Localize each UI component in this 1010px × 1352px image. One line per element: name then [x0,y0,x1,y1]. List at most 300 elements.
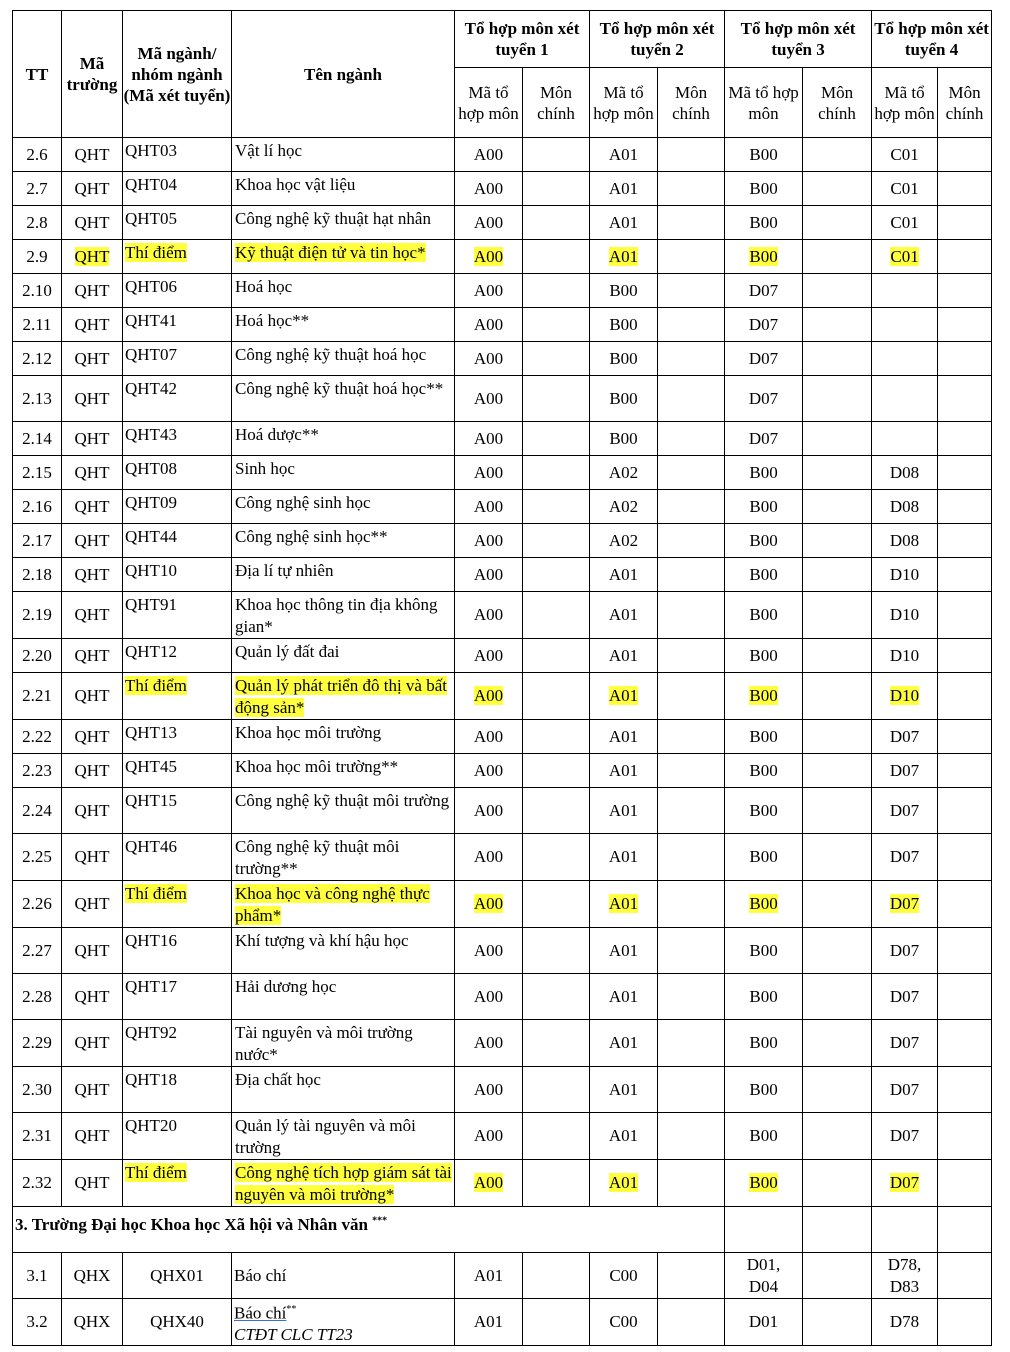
table-row [13,881,992,928]
cell-combo-4-text: C01 [890,144,919,164]
cell-name-text: Hải dương học [235,977,337,996]
cell-main-3 [803,881,872,928]
cell-combo-2 [590,834,658,881]
cell-combo-1-text: A00 [473,1079,504,1099]
cell-combo-3 [725,1020,803,1067]
cell-main-1 [523,308,590,342]
cell-combo-1 [455,788,523,834]
cell-combo-3-text: B00 [749,1173,778,1192]
table-row [13,788,992,834]
cell-main-1 [523,138,590,172]
cell-main-4 [938,673,992,720]
cell-combo-1 [455,274,523,308]
cell-code [123,928,232,974]
cell-combo-2-text: A01 [608,605,639,624]
subheader-mon-chinh: Môn chính [523,68,590,138]
cell-combo-4 [872,206,938,240]
cell-combo-2-text: A02 [608,530,639,550]
cell-name-text: Hoá học** [235,311,310,330]
cell-combo-3 [725,1253,803,1299]
cell-tt-text: 2.31 [22,1126,52,1145]
cell-combo-1-text: A00 [473,246,504,266]
cell-name-text: Kỹ thuật điện tử và tin học* [235,243,426,262]
cell-name-text: Công nghệ kỹ thuật hoá học** [235,379,444,398]
cell-name-text: Công nghệ tích hợp giám sát tài nguyên và môi trường* [235,1163,452,1204]
cell-main-2 [658,558,725,592]
cell-code [123,274,232,308]
cell-tt-text: 2.22 [22,726,52,746]
cell-combo-4 [872,834,938,881]
cell-main-2 [658,754,725,788]
cell-combo-3 [725,881,803,928]
cell-main-1 [523,1020,590,1067]
cell-combo-2-text: A02 [608,496,639,516]
cell-code [123,206,232,240]
cell-name [232,834,455,881]
cell-main-1 [523,754,590,788]
cell-code [123,308,232,342]
cell-main-1 [523,639,590,673]
cell-code: QHX40 [123,1299,232,1346]
table-row [13,754,992,788]
cell-main-4 [938,1160,992,1207]
cell-combo-1-text: A00 [473,496,504,516]
cell-combo-4-text: D07 [889,726,920,746]
cell-school [62,240,123,274]
cell-combo-3 [725,1067,803,1113]
cell-school [62,720,123,754]
cell-code-text: QHT10 [125,561,177,580]
cell-school [62,1113,123,1160]
cell-combo-1 [455,138,523,172]
cell-main-2 [658,274,725,308]
cell-name [232,490,455,524]
table-row [13,138,992,172]
cell-name [232,240,455,274]
cell-combo-4-text: D07 [889,1173,920,1192]
header-ma-truong: Mã trường [62,11,123,138]
cell-combo-3-text: D07 [748,280,779,300]
cell-school-text: QHT [74,280,110,300]
cell-main-2 [658,1067,725,1113]
cell-combo-4 [872,308,938,342]
section3-title [13,1207,725,1253]
cell-combo-1-text: A00 [473,462,504,482]
cell-code-text: Thí điểm [125,1163,187,1182]
cell-tt [13,138,62,172]
cell-main-3 [803,456,872,490]
cell-combo-4-text: D07 [889,1033,920,1052]
cell-combo-1 [455,240,523,274]
cell-main-1 [523,974,590,1020]
cell-code [123,754,232,788]
cell-code-text: Thí điểm [125,243,187,262]
cell-main-3 [803,240,872,274]
subheader-ma-to-hop: Mã tổ hợp môn [872,68,938,138]
cell-combo-2-text: A01 [608,1126,639,1145]
cell-school-text: QHT [74,847,110,866]
cell-school [62,342,123,376]
cell-combo-1 [455,206,523,240]
cell-tt [13,558,62,592]
cell-school-text: QHT [74,1173,110,1192]
cell-code-text: QHT45 [125,757,177,776]
cell-main-1 [523,274,590,308]
cell-code [123,342,232,376]
cell-code [123,1113,232,1160]
table-row [13,1253,992,1299]
cell-main-1 [523,240,590,274]
cell-combo-4 [872,524,938,558]
cell-code [123,138,232,172]
cell-combo-1 [455,673,523,720]
cell-name [232,172,455,206]
cell-combo-2 [590,308,658,342]
cell-main-2 [658,1113,725,1160]
cell-combo-2 [590,138,658,172]
cell-name [232,1299,455,1346]
subheader-ma-to-hop: Mã tổ hợp môn [590,68,658,138]
cell-combo-3-text: B00 [749,1033,778,1052]
cell-code-text: QHT20 [125,1116,177,1135]
cell-main-2 [658,1020,725,1067]
cell-school [62,754,123,788]
cell-school-text: QHT [74,212,110,232]
cell-combo-4 [872,881,938,928]
cell-tt-text: 2.26 [22,894,52,913]
cell-combo-4-text: D07 [889,760,920,780]
cell-tt-text: 2.30 [22,1079,52,1099]
cell-combo-1: A01 [455,1299,523,1346]
cell-main-1 [523,673,590,720]
cell-combo-4 [872,754,938,788]
cell-main-2 [658,788,725,834]
cell-name [232,1067,455,1113]
cell-combo-1 [455,754,523,788]
cell-main-1 [523,342,590,376]
table-row [13,639,992,673]
cell-code [123,834,232,881]
cell-combo-3-text: D07 [748,314,779,334]
cell-combo-2-text: B00 [609,314,638,334]
cell-main-2 [658,639,725,673]
cell-main-2 [658,308,725,342]
cell-code-text: QHT46 [125,837,177,856]
cell-combo-4 [872,1113,938,1160]
table-row [13,558,992,592]
cell-combo-2-text: A01 [608,686,639,705]
cell-main-4 [938,754,992,788]
cell-combo-1 [455,1113,523,1160]
cell-school-text: QHT [74,1033,110,1052]
cell-tt-text: 2.27 [22,940,52,960]
cell-combo-3 [725,788,803,834]
table-row [13,490,992,524]
cell-main-2 [658,206,725,240]
cell-combo-4 [872,1020,938,1067]
cell-tt [13,422,62,456]
cell-combo-2-text: A01 [608,847,639,866]
cell-combo-3 [725,524,803,558]
cell-combo-1-text: A00 [473,645,504,665]
cell-combo-2-text: A01 [608,894,639,913]
cell-combo-3: D01 [725,1299,803,1346]
cell-combo-4 [872,788,938,834]
cell-tt-text: 2.8 [26,212,48,232]
cell-code-text: QHT04 [125,175,177,194]
cell-combo-1-text: A00 [473,894,504,913]
cell-tt-text: 2.32 [22,1173,52,1192]
table-row [13,422,992,456]
cell-tt-text: 2.15 [22,462,52,482]
cell-main-4 [938,1020,992,1067]
cell-combo-4-text: D07 [889,940,920,960]
cell-combo-1 [455,490,523,524]
cell-main-4 [938,206,992,240]
cell-combo-3-text: B00 [749,212,778,232]
cell-tt-text: 2.17 [22,530,52,550]
cell-combo-3 [725,1160,803,1207]
cell-combo-2-text: A01 [608,1033,639,1052]
cell-combo-3 [725,172,803,206]
cell-tt [13,1020,62,1067]
cell-combo-3 [725,206,803,240]
cell-code-text: QHT91 [125,595,177,614]
cell-combo-2 [590,342,658,376]
cell-combo-4 [872,639,938,673]
cell-combo-2 [590,376,658,422]
cell-main-1 [523,592,590,639]
cell-code: QHX01 [123,1253,232,1299]
cell-combo-1-text: A00 [473,1126,504,1145]
cell-combo-4-text: D07 [889,1079,920,1099]
cell-tt-text: 2.12 [22,348,52,368]
cell-main-3 [803,138,872,172]
cell-school-text: QHT [74,986,110,1006]
cell-main-1 [523,881,590,928]
cell-combo-2 [590,274,658,308]
cell-combo-1 [455,1067,523,1113]
cell-combo-2-text: B00 [609,280,638,300]
name-mark: ** [286,1304,297,1315]
cell-school [62,881,123,928]
cell-combo-1 [455,592,523,639]
cell-school-text: QHT [74,760,110,780]
cell-combo-4 [872,1253,938,1299]
cell-combo-1 [455,974,523,1020]
cell-combo-1-text: A00 [473,940,504,960]
cell-tt-text: 2.14 [22,428,52,448]
cell-main-4 [938,172,992,206]
cell-combo-3-text: D07 [748,428,779,448]
cell-school [62,1020,123,1067]
cell-combo-1-text: A00 [473,726,504,746]
cell-main-3 [803,974,872,1020]
cell-main-1 [523,558,590,592]
cell-combo-4-text: D07 [889,894,920,913]
cell-combo-3 [725,673,803,720]
cell-code [123,1067,232,1113]
cell-school-text: QHT [74,388,110,408]
cell-combo-2 [590,422,658,456]
cell-name-text: Địa chất học [235,1070,321,1089]
section3-title-mark: *** [372,1215,388,1227]
cell-school [62,456,123,490]
cell-combo-2 [590,673,658,720]
cell-combo-2-text: A01 [608,986,639,1006]
cell-code-text: QHT07 [125,345,177,364]
cell-main-2 [658,592,725,639]
cell-combo-2 [590,524,658,558]
cell-tt [13,788,62,834]
cell-combo-2-text: A01 [608,726,639,746]
cell-tt [13,308,62,342]
cell-combo-3 [725,1113,803,1160]
cell-combo-1 [455,881,523,928]
cell-tt [13,206,62,240]
cell-main-4 [938,881,992,928]
cell-combo-1 [455,342,523,376]
cell-combo-3-text: B00 [749,940,778,960]
cell-main-4 [938,928,992,974]
table-body [13,138,992,1207]
cell-name [232,881,455,928]
cell-combo-4 [872,456,938,490]
cell-combo-2-text: A01 [608,1173,639,1192]
cell-combo-2-text: A01 [608,144,639,164]
cell-name-text: Công nghệ sinh học** [235,527,388,546]
cell-combo-3 [725,308,803,342]
cell-combo-3 [725,138,803,172]
cell-main-4 [938,422,992,456]
cell-code-text: QHT03 [125,141,177,160]
cell-tt [13,274,62,308]
cell-combo-4 [872,592,938,639]
cell-code-text: QHT41 [125,311,177,330]
cell-school-text: QHT [74,178,110,198]
cell-code-text: QHT43 [125,425,177,444]
cell-school [62,206,123,240]
cell-combo-3-text: B00 [749,530,778,550]
cell-main-2 [658,240,725,274]
cell-combo-3-text: B00 [749,1126,778,1145]
name-line2: CTĐT CLC TT23 [234,1324,353,1344]
cell-main-3 [803,1020,872,1067]
cell-combo-3-text: B00 [749,645,778,665]
cell-main-2 [658,673,725,720]
cell-code [123,1160,232,1207]
cell-name [232,639,455,673]
cell-school-text: QHT [74,645,110,665]
cell-combo-1-text: A00 [473,348,504,368]
cell-code [123,524,232,558]
cell-tt [13,754,62,788]
cell-combo-1-text: A00 [473,1173,504,1192]
cell-combo-3-text: B00 [749,496,778,516]
cell-main-4 [938,1067,992,1113]
cell-main-3 [803,720,872,754]
cell-school-text: QHT [74,726,110,746]
cell-combo-1-text: A00 [473,530,504,550]
cell-combo-3-text: B00 [749,246,778,266]
cell-main-3 [803,342,872,376]
cell-combo-4 [872,342,938,376]
combo-3-line2: D04 [748,1276,779,1296]
cell-tt [13,342,62,376]
cell-code-text: QHT16 [125,931,177,950]
cell-combo-2-text: A01 [608,178,639,198]
cell-combo-4 [872,422,938,456]
cell-school-text: QHT [74,314,110,334]
cell-school [62,1067,123,1113]
cell-combo-3-text: B00 [749,144,778,164]
cell-main-3 [803,928,872,974]
cell-combo-3 [725,456,803,490]
cell-main-4 [938,834,992,881]
cell-code [123,720,232,754]
cell-school [62,834,123,881]
cell-school-text: QHT [74,530,110,550]
cell-name-text: Sinh học [235,459,295,478]
cell-main-4 [938,240,992,274]
cell-combo-2-text: A01 [608,564,639,584]
cell-main-4 [938,308,992,342]
cell-combo-1: A01 [455,1253,523,1299]
cell-combo-3-text: B00 [749,847,778,866]
cell-combo-2 [590,206,658,240]
subheader-mon-chinh: Môn chính [803,68,872,138]
cell-combo-1 [455,639,523,673]
cell-combo-3-text: B00 [749,1079,778,1099]
cell-tt [13,1113,62,1160]
cell-combo-2 [590,456,658,490]
cell-tt-text: 2.10 [22,280,52,300]
cell-combo-4 [872,240,938,274]
table-row [13,274,992,308]
cell-combo-3-text: B00 [749,605,778,624]
cell-main-2 [658,138,725,172]
cell-combo-2 [590,1020,658,1067]
cell-tt [13,974,62,1020]
cell-combo-1 [455,456,523,490]
cell-combo-1 [455,1160,523,1207]
cell-combo-3-text: B00 [749,986,778,1006]
combo-3-line1: D01, [746,1254,781,1274]
cell-name [232,754,455,788]
cell-name [232,788,455,834]
table-row [13,1067,992,1113]
cell-school-text: QHT [74,605,110,624]
cell-code-text: QHT18 [125,1070,177,1089]
cell-name [232,720,455,754]
cell-main-4 [938,138,992,172]
cell-combo-3 [725,834,803,881]
cell-code [123,673,232,720]
cell-name [232,456,455,490]
cell-code-text: QHT06 [125,277,177,296]
cell-main-3 [803,422,872,456]
cell-main-4 [938,788,992,834]
cell-combo-3-text: B00 [749,726,778,746]
cell-school-text: QHT [74,894,110,913]
cell-combo-3-text: B00 [749,800,778,820]
cell-main-1 [523,172,590,206]
cell-combo-3-text: D07 [748,348,779,368]
cell-main-4 [938,974,992,1020]
cell-main-3 [803,1160,872,1207]
cell-combo-1 [455,308,523,342]
cell-combo-4-text: C01 [890,178,919,198]
